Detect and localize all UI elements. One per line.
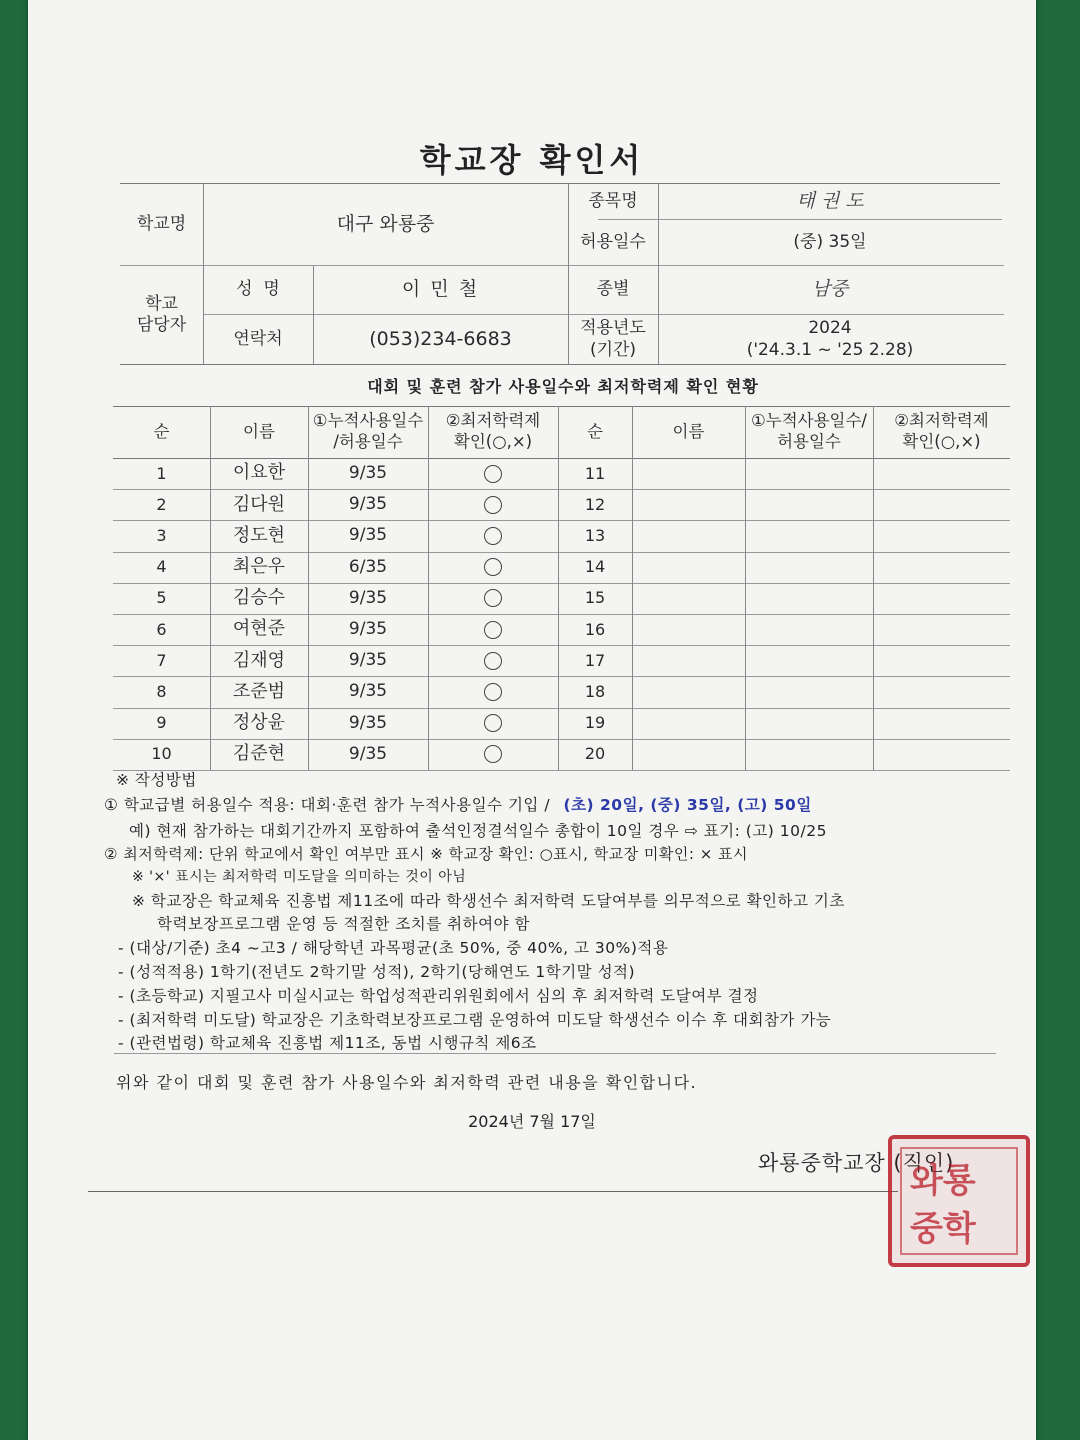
usage-days: 9/35 bbox=[348, 650, 388, 671]
check-cell bbox=[428, 708, 558, 739]
circle-mark-icon bbox=[484, 465, 502, 483]
period-value: ('24.3.1 ~ '25 2.28) bbox=[746, 339, 914, 360]
row-number: 5 bbox=[156, 588, 167, 608]
usage-days: 9/35 bbox=[348, 618, 388, 639]
manager-label: 학교 담당자 bbox=[136, 293, 187, 335]
usage-days: 9/35 bbox=[348, 494, 388, 515]
check-cell bbox=[428, 489, 558, 520]
student-name: 정상윤 bbox=[232, 711, 286, 733]
table-gridline bbox=[745, 406, 746, 770]
check-cell bbox=[428, 645, 558, 676]
circle-mark-icon bbox=[484, 589, 502, 607]
sport-label: 종목명 bbox=[588, 190, 638, 211]
note-8: - (성적적용) 1학기(전년도 2학기말 성적), 2학기(당해연도 1학기말 성적) bbox=[118, 963, 636, 981]
table-header-check: ②최저학력제 확인(○,×) bbox=[445, 411, 541, 451]
usage-days: 9/35 bbox=[348, 462, 388, 483]
row-number: 1 bbox=[156, 463, 167, 483]
row-number: 16 bbox=[584, 619, 606, 639]
contact-value: (053)234-6683 bbox=[369, 327, 512, 350]
circle-mark-icon bbox=[484, 683, 502, 701]
table-header-check2: ②최저학력제 확인(○,×) bbox=[894, 411, 989, 451]
check-cell bbox=[428, 458, 558, 489]
row-number: 7 bbox=[156, 650, 167, 670]
name-label: 성 명 bbox=[236, 279, 280, 300]
category-label: 종별 bbox=[596, 279, 630, 300]
row-number: 4 bbox=[156, 557, 167, 577]
usage-days: 9/35 bbox=[348, 587, 388, 608]
allowed-label: 허용일수 bbox=[580, 231, 646, 252]
usage-days: 6/35 bbox=[348, 556, 388, 577]
student-name: 조준범 bbox=[232, 680, 286, 702]
note-5: ※ 학교장은 학교체육 진흥법 제11조에 따라 학생선수 최저학력 도달여부를 의무적으로 확인하고 기초 bbox=[132, 892, 845, 910]
student-name: 김다원 bbox=[232, 493, 286, 515]
note-7: - (대상/기준) 초4 ~고3 / 해당학년 과목평균(초 50%, 중 40%, 고 30%)적용 bbox=[118, 939, 669, 957]
year-cell bbox=[658, 315, 1002, 364]
table-gridline bbox=[113, 770, 1010, 771]
note-1-text: ① 학교급별 허용일수 적용: 대회·훈련 참가 누적사용일수 기입 / bbox=[104, 796, 551, 814]
circle-mark-icon bbox=[484, 558, 502, 576]
student-name: 여현준 bbox=[232, 618, 286, 640]
note-2: 예) 현재 참가하는 대회기간까지 포함하여 출석인정결석일수 총합이 10일 경우 ⇨ 표기: (고) 10/25 bbox=[129, 822, 827, 840]
student-name: 김승수 bbox=[232, 587, 286, 609]
year-value: 2024 bbox=[808, 318, 852, 339]
row-number: 15 bbox=[584, 588, 606, 608]
row-number: 20 bbox=[584, 744, 606, 764]
circle-mark-icon bbox=[484, 714, 502, 732]
official-seal: 와룡 중학 bbox=[888, 1135, 1030, 1267]
category-value: 남중 bbox=[811, 278, 849, 301]
row-number: 9 bbox=[156, 713, 167, 733]
circle-mark-icon bbox=[484, 621, 502, 639]
student-name: 최은우 bbox=[232, 555, 286, 577]
usage-days: 9/35 bbox=[348, 525, 388, 546]
row-number: 13 bbox=[584, 525, 606, 545]
note-1-highlight: (초) 20일, (중) 35일, (고) 50일 bbox=[563, 796, 812, 814]
table-gridline bbox=[632, 406, 633, 770]
table-subtitle: 대회 및 훈련 참가 사용일수와 최저학력제 확인 현황 bbox=[367, 377, 759, 396]
student-name: 김재영 bbox=[232, 649, 286, 671]
divider bbox=[120, 364, 1006, 365]
row-number: 11 bbox=[584, 463, 606, 483]
row-number: 8 bbox=[156, 681, 167, 701]
usage-days: 9/35 bbox=[348, 681, 388, 702]
table-header-no2: 순 bbox=[587, 421, 603, 441]
check-cell bbox=[428, 552, 558, 583]
table-header-name: 이름 bbox=[243, 421, 275, 441]
row-number: 19 bbox=[584, 713, 606, 733]
school-value: 대구 와룡중 bbox=[336, 212, 435, 235]
table-header-no: 순 bbox=[153, 421, 170, 441]
document-paper bbox=[28, 0, 1036, 1440]
table-gridline bbox=[873, 406, 874, 770]
note-6: 학력보장프로그램 운영 등 적절한 조치를 취하여야 함 bbox=[157, 915, 530, 933]
confirm-text: 위와 같이 대회 및 훈련 참가 사용일수와 최저학력 관련 내용을 확인합니다. bbox=[116, 1073, 698, 1092]
student-name: 정도현 bbox=[232, 524, 286, 546]
sport-value: 태 권 도 bbox=[796, 189, 864, 212]
table-header-days: ①누적사용일수 /허용일수 bbox=[312, 411, 424, 451]
student-name: 김준현 bbox=[232, 743, 286, 765]
signature-line bbox=[88, 1191, 898, 1192]
row-number: 14 bbox=[584, 557, 606, 577]
school-label: 학교명 bbox=[136, 213, 187, 234]
divider bbox=[114, 1053, 996, 1054]
student-name: 이요한 bbox=[232, 462, 286, 484]
check-cell bbox=[428, 520, 558, 551]
note-3: ② 최저학력제: 단위 학교에서 확인 여부만 표시 ※ 학교장 확인: ○표시, 학교장 미확인: × 표시 bbox=[104, 845, 749, 863]
issue-date: 2024년 7월 17일 bbox=[468, 1112, 596, 1131]
check-cell bbox=[428, 583, 558, 614]
note-11: - (관련법령) 학교체육 진흥법 제11조, 동법 시행규칙 제6조 bbox=[118, 1034, 537, 1052]
table-header-days2: ①누적사용일수/ 허용일수 bbox=[751, 411, 867, 451]
page-title: 학교장 확인서 bbox=[419, 141, 645, 179]
allowed-value: (중) 35일 bbox=[793, 231, 867, 252]
note-4: ※ '×' 표시는 최저학력 미도달을 의미하는 것이 아님 bbox=[132, 869, 467, 885]
circle-mark-icon bbox=[484, 652, 502, 670]
row-number: 6 bbox=[156, 619, 167, 639]
year-label: 적용년도 (기간) bbox=[580, 318, 646, 360]
row-number: 3 bbox=[156, 525, 167, 545]
row-number: 10 bbox=[151, 744, 172, 764]
row-number: 17 bbox=[584, 650, 606, 670]
table-header-name2: 이름 bbox=[672, 421, 705, 441]
name-value: 이 민 철 bbox=[401, 278, 480, 301]
signature: 와룡중학교장 (직인) bbox=[758, 1151, 955, 1175]
check-cell bbox=[428, 614, 558, 645]
row-number: 2 bbox=[156, 494, 167, 514]
usage-days: 9/35 bbox=[348, 712, 388, 733]
check-cell bbox=[428, 676, 558, 707]
contact-label: 연락처 bbox=[233, 328, 283, 349]
notes-heading: ※ 작성방법 bbox=[116, 771, 197, 789]
note-1 bbox=[104, 793, 812, 815]
circle-mark-icon bbox=[484, 745, 502, 763]
row-number: 12 bbox=[584, 494, 606, 514]
circle-mark-icon bbox=[484, 496, 502, 514]
row-number: 18 bbox=[584, 681, 606, 701]
note-10: - (최저학력 미도달) 학교장은 기초학력보장프로그램 운영하여 미도달 학생선수 이수 후 대회참가 가능 bbox=[118, 1011, 832, 1029]
usage-days: 9/35 bbox=[348, 743, 388, 764]
note-9: - (초등학교) 지필고사 미실시교는 학업성적관리위원회에서 심의 후 최저학력 도달여부 결정 bbox=[118, 987, 759, 1005]
check-cell bbox=[428, 739, 558, 770]
circle-mark-icon bbox=[484, 527, 502, 545]
